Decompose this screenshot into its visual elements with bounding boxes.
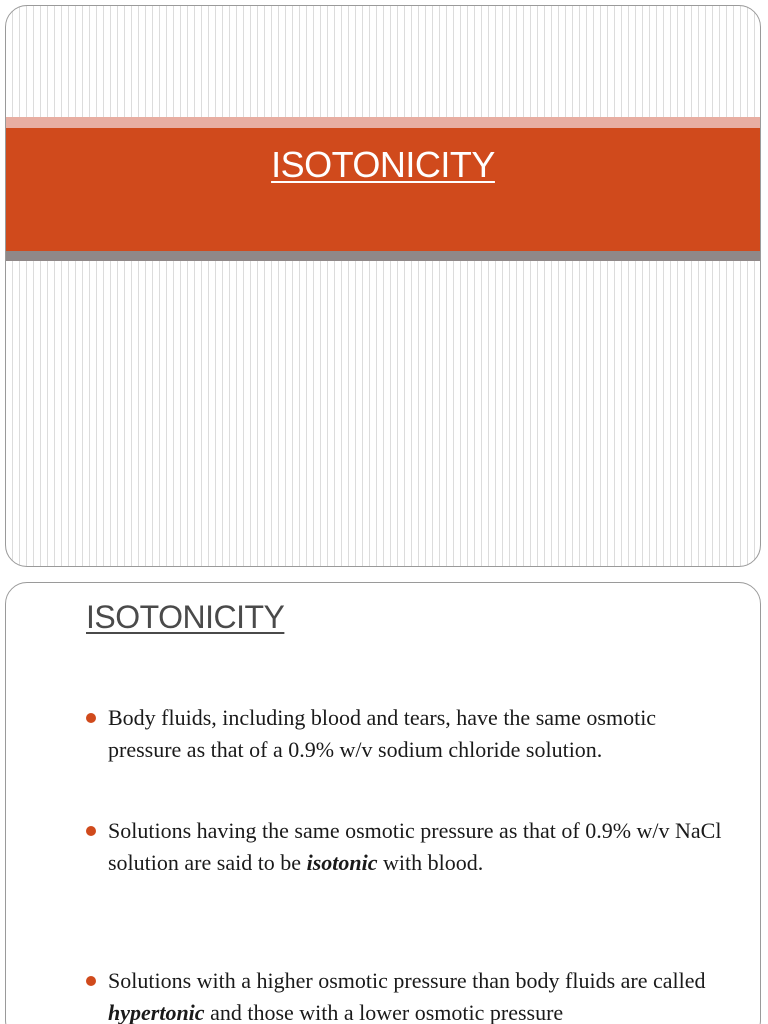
bullet-item [86, 965, 726, 1024]
bullet-text [108, 965, 726, 1024]
bullet-text-pre: Solutions with a higher osmotic pressure than body fluids are called [108, 968, 706, 993]
content-slide [5, 582, 761, 1024]
slide-heading: ISOTONICITY [86, 599, 285, 635]
bullet-emphasis: isotonic [306, 850, 378, 875]
slide-title: ISOTONICITY [271, 144, 495, 185]
bullet-text: Body fluids, including blood and tears, have the same osmotic pressure as that of a 0.9% w/v sodium chloride solution. [108, 705, 657, 762]
bullet-text-post: and those with a lower osmotic pressure [204, 1000, 564, 1024]
bullet-dot-icon [86, 826, 96, 836]
bullet-item [86, 702, 726, 766]
bullet-dot-icon [86, 713, 96, 723]
title-slide [5, 5, 761, 567]
bullet-text [108, 815, 726, 879]
bullet-item [86, 815, 726, 879]
bullet-text-post: with blood. [377, 850, 484, 875]
bullet-dot-icon [86, 976, 96, 986]
bullet-text-pre: Solutions having the same osmotic pressure as that of 0.9% w/v NaCl solution are said to be [108, 818, 722, 875]
top-stripe [6, 117, 760, 128]
bullet-emphasis: hypertonic [108, 1000, 205, 1024]
bottom-stripe [6, 251, 760, 261]
